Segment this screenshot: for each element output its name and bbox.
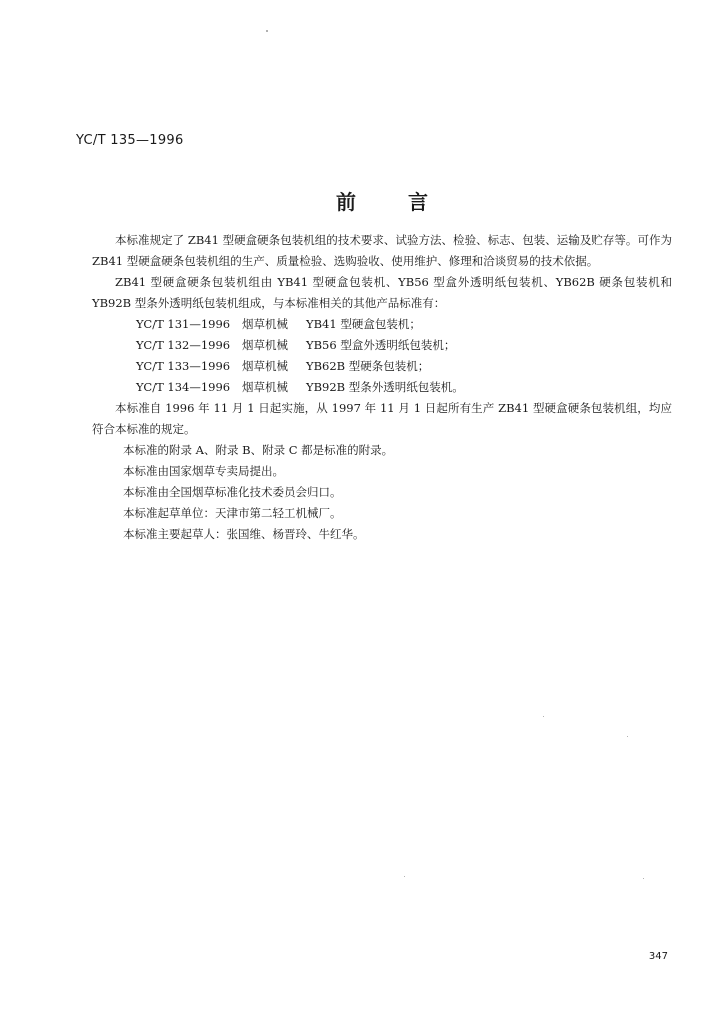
list-item bbox=[100, 314, 672, 335]
scan-speck bbox=[266, 30, 268, 32]
list-item bbox=[100, 377, 672, 398]
scan-speck bbox=[543, 716, 544, 717]
scan-speck bbox=[627, 736, 628, 737]
scan-speck bbox=[404, 876, 405, 877]
standard-ref-name: YB41 型硬盒包装机； bbox=[306, 317, 421, 331]
standard-ref-name: YB56 型盒外透明纸包装机； bbox=[306, 338, 456, 352]
composition-paragraph: ZB41 型硬盒硬条包装机组由 YB41 型硬盒包装机、YB56 型盒外透明纸包装机、YB62B 硬条包装机和 YB92B 型条外透明纸包装机组成，与本标准相关的其他产品标准有： bbox=[92, 275, 672, 310]
standard-ref-category: 烟草机械 bbox=[242, 359, 288, 373]
appendix-paragraph: 本标准的附录 A、附录 B、附录 C 都是标准的附录。 bbox=[123, 443, 394, 457]
page-title: 前言 bbox=[336, 190, 480, 214]
standard-ref-code: YC/T 131—1996 bbox=[136, 317, 231, 331]
proposer-paragraph: 本标准由国家烟草专卖局提出。 bbox=[123, 464, 284, 478]
standard-ref-category: 烟草机械 bbox=[242, 338, 288, 352]
standard-ref-code: YC/T 133—1996 bbox=[136, 359, 231, 373]
document-body bbox=[92, 230, 672, 545]
scope-paragraph: 本标准规定了 ZB41 型硬盒硬条包装机组的技术要求、试验方法、检验、标志、包装、运输及贮存等。可作为 ZB41 型硬盒硬条包装机组的生产、质量检验、选购验收、使用维护、修理和洽谈贸易的技术依据。 bbox=[92, 233, 672, 268]
standard-ref-category: 烟草机械 bbox=[242, 380, 288, 394]
standard-ref-category: 烟草机械 bbox=[242, 317, 288, 331]
standard-ref-name: YB92B 型条外透明纸包装机。 bbox=[306, 380, 464, 394]
list-item bbox=[100, 335, 672, 356]
committee-paragraph: 本标准由全国烟草标准化技术委员会归口。 bbox=[123, 485, 342, 499]
effective-date-paragraph: 本标准自 1996 年 11 月 1 日起实施，从 1997 年 11 月 1 日起所有生产 ZB41 型硬盒硬条包装机组，均应符合本标准的规定。 bbox=[92, 401, 672, 436]
related-standards-list bbox=[100, 314, 672, 398]
standard-ref-code: YC/T 134—1996 bbox=[136, 380, 231, 394]
drafters-paragraph: 本标准主要起草人：张国维、杨晋玲、牛红华。 bbox=[123, 527, 365, 541]
standard-ref-name: YB62B 型硬条包装机； bbox=[306, 359, 430, 373]
drafting-unit-paragraph: 本标准起草单位：天津市第二轻工机械厂。 bbox=[123, 506, 342, 520]
scan-speck bbox=[643, 878, 644, 879]
standard-ref-code: YC/T 132—1996 bbox=[136, 338, 231, 352]
standard-code: YC/T 135—1996 bbox=[76, 133, 184, 148]
page-number: 347 bbox=[648, 951, 668, 962]
list-item bbox=[100, 356, 672, 377]
